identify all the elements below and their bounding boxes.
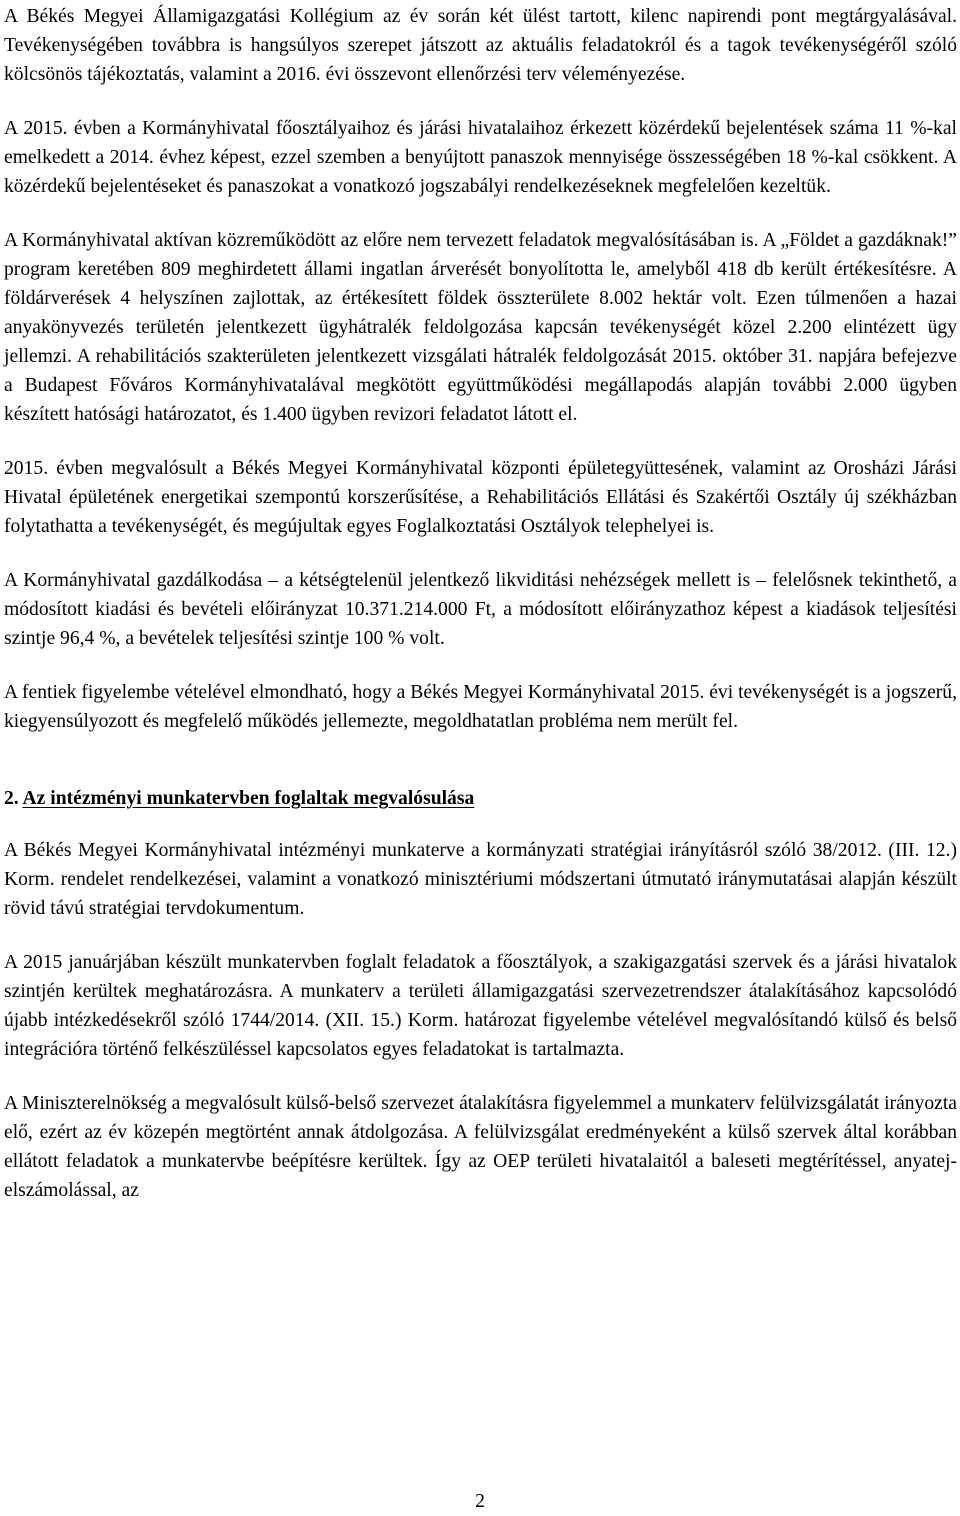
paragraph-miniszterelnokseg: A Miniszterelnökség a megvalósult külső-belső szervezet átalakításra figyelemmel a munkaterv felülvizsgálatát irányozta elő, ezért az év közepén megtörtént annak átdolgozása. A felülvizsgálat eredményeként a külső szervek által korábban ellátott feladatok a munkatervbe beépítésre kerültek. Így az OEP területi hivatalaitól a baleseti megtérítéssel, anyatej-elszámolással, az (4, 1093, 957, 1201)
paragraph-osszegzes: A fentiek figyelembe vételével elmondható, hogy a Békés Megyei Kormányhivatal 2015. évi tevékenységét is a jogszerű, kiegyensúlyozott és megfelelő működés jellemezte, megoldhatatlan probléma nem merült fel. (4, 682, 957, 732)
paragraph-bejelentesek: A 2015. évben a Kormányhivatal főosztályaihoz és járási hivatalaihoz érkezett közérdekű bejelentések száma 11 %-kal emelkedett a 2014. évhez képest, ezzel szemben a benyújtott panaszok mennyisége összességében 18 %-kal csökkent. A közérdekű bejelentéseket és panaszokat a vonatkozó jogszabályi rendelkezéseknek megfelelően kezeltük. (4, 118, 957, 197)
section-number: 2. (4, 788, 19, 809)
page-number: 2 (475, 1491, 485, 1512)
section-heading (4, 784, 957, 813)
paragraph-munkaterv: A Békés Megyei Kormányhivatal intézményi munkaterve a kormányzati stratégiai irányításról szóló 38/2012. (III. 12.) Korm. rendelet rendelkezései, valamint a vonatkozó minisztériumi módszertani útmutató iránymutatásai alapján készült rövid távú stratégiai tervdokumentum. (4, 840, 957, 919)
paragraph-korszerusites: 2015. évben megvalósult a Békés Megyei Kormányhivatal központi épületegyüttesének, valamint az Orosházi Járási Hivatal épületének energetikai szempontú korszerűsítése, a Rehabilitációs Ellátási és Szakértői Osztály új székházban folytathatta a tevékenységét, és megújultak egyes Foglalkoztatási Osztályok telephelyei is. (4, 458, 957, 537)
paragraph-gazdalkodas: A Kormányhivatal gazdálkodása – a kétségtelenül jelentkező likviditási nehézségek mellett is – felelősnek tekinthető, a módosított kiadási és bevételi előirányzat 10.371.214.000 Ft, a módosított előirányzathoz képest a kiadások teljesítési szintje 96,4 %, a bevételek teljesítési szintje 100 % volt. (4, 570, 957, 649)
paragraph-januar: A 2015 januárjában készült munkatervben foglalt feladatok a főosztályok, a szakigazgatási szervek és a járási hivatalok szintjén kerültek meghatározásra. A munkaterv a területi államigazgatási szervezetrendszer átalakításához kapcsolódó újabb intézkedésekről szóló 1744/2014. (XII. 15.) Korm. határozat figyelembe vételével megvalósítandó külső és belső integrációra történő felkészüléssel kapcsolatos egyes feladatokat is tartalmazta. (4, 952, 957, 1060)
document-page (4, 2, 957, 1230)
paragraph-feladatok: A Kormányhivatal aktívan közreműködött az előre nem tervezett feladatok megvalósításában is. A „Földet a gazdáknak!” program keretében 809 meghirdetett állami ingatlan árverését bonyolította le, amelyből 418 db került értékesítésre. A földárverések 4 helyszínen zajlottak, az értékesített földek összterülete 8.002 hektár volt. Ezen túlmenően a hazai anyakönyvezés területén jelentkezett ügyhátralék feldolgozása kapcsán tevékenységét közel 2.200 elintézett ügy jellemzi. A rehabilitációs szakterületen jelentkezett vizsgálati hátralék feldolgozását 2015. október 31. napjára befejezve a Budapest Főváros Kormányhivatalával megkötött együttműködési megállapodás alapján további 2.000 ügyben készített hatósági határozatot, és 1.400 ügyben revizori feladatot látott el. (4, 230, 957, 425)
section-title: Az intézményi munkatervben foglaltak megvalósulása (22, 788, 475, 809)
paragraph-kollegium: A Békés Megyei Államigazgatási Kollégium az év során két ülést tartott, kilenc napirendi pont megtárgyalásával. Tevékenységében továbbra is hangsúlyos szerepet játszott az aktuális feladatokról és a tagok tevékenységéről szóló kölcsönös tájékoztatás, valamint a 2016. évi összevont ellenőrzési terv véleményezése. (4, 6, 957, 85)
